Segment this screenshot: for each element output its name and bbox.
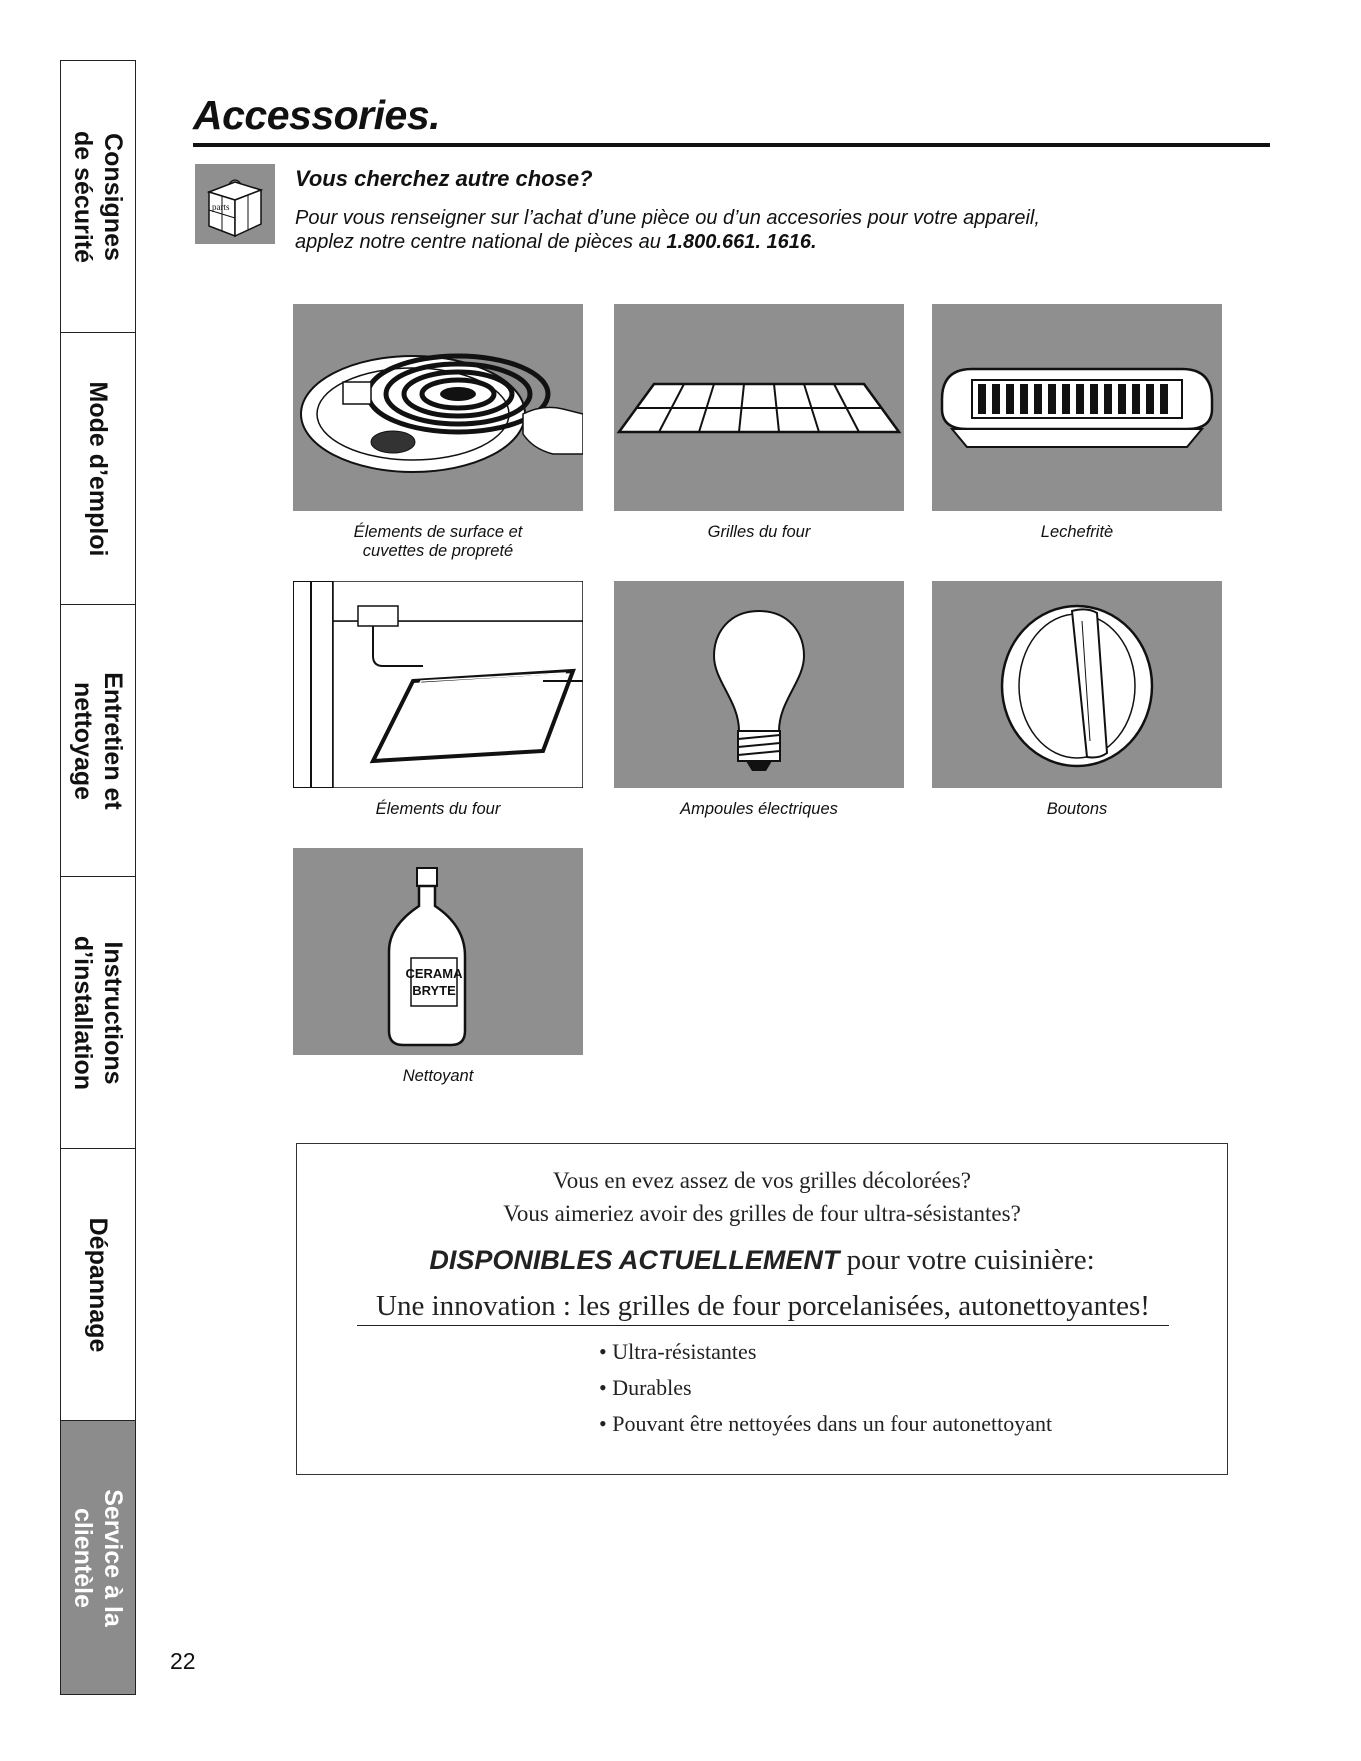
cleaner-bottle-icon — [293, 848, 583, 1055]
list-item: • Pouvant être nettoyées dans un four autonettoyant — [599, 1406, 1052, 1442]
accessory-caption: Élements du four — [375, 800, 501, 818]
promo-box — [296, 1143, 1228, 1475]
intro-body: Pour vous renseigner sur l’achat d’une pièce ou d’un accesories pour votre appareil, applez notre centre national de pièces au — [295, 207, 1040, 253]
accessory-caption: Grilles du four — [707, 523, 811, 541]
accessory-knobs — [932, 581, 1222, 819]
broiler-pan-icon — [932, 304, 1222, 511]
tab-label: Service à la clientèle — [69, 1488, 127, 1627]
page-title: Accessories. — [193, 92, 441, 138]
promo-headline-strong: DISPONIBLES ACTUELLEMENT — [429, 1245, 840, 1275]
accessory-caption: Ampoules électriques — [680, 800, 838, 818]
tab-label: Instructions d’installation — [69, 935, 127, 1090]
tab-service-a-la-clientele[interactable] — [61, 1421, 135, 1694]
list-item: • Ultra-résistantes — [599, 1334, 1052, 1370]
accessory-surface-elements — [293, 304, 583, 561]
promo-headline-rest: pour votre cuisinière: — [839, 1244, 1095, 1276]
accessory-oven-elements — [293, 581, 583, 819]
list-item: • Durables — [599, 1370, 1052, 1406]
accessory-caption: Boutons — [1046, 800, 1108, 818]
tab-label: Entretien et nettoyage — [69, 671, 127, 810]
accessory-caption: Lechefritè — [1040, 523, 1114, 541]
cleaner-label-line1: CERAMA — [405, 966, 463, 981]
page-number: 22 — [170, 1648, 196, 1674]
oven-rack-icon — [614, 304, 904, 511]
parts-box-icon — [195, 164, 275, 244]
parts-phone: 1.800.661. 1616. — [666, 231, 817, 253]
light-bulb-icon — [614, 581, 904, 788]
tab-mode-d-emploi[interactable] — [61, 333, 135, 605]
intro-heading: Vous cherchez autre chose? — [295, 166, 593, 191]
title-rule — [193, 143, 1270, 147]
parts-box-label: parts — [212, 202, 230, 212]
accessory-caption: Élements de surface et cuvettes de propreté — [353, 523, 523, 560]
accessory-broiler-pan — [932, 304, 1222, 542]
surface-element-icon — [293, 304, 583, 511]
tab-consignes-de-securite[interactable] — [61, 61, 135, 333]
intro-text — [295, 206, 1055, 254]
tab-label: Mode d’emploi — [84, 381, 112, 556]
oven-element-icon — [293, 581, 583, 788]
cleaner-label-line2: BRYTE — [412, 983, 456, 998]
accessory-oven-racks — [614, 304, 904, 542]
promo-line-2: Vous aimeriez avoir des grilles de four ultra-sésistantes? — [503, 1201, 1021, 1226]
tab-instructions-d-installation[interactable] — [61, 877, 135, 1149]
promo-headline — [297, 1244, 1227, 1277]
accessory-cleaner — [293, 848, 583, 1086]
accessory-caption: Nettoyant — [402, 1067, 474, 1085]
tab-entretien-et-nettoyage[interactable] — [61, 605, 135, 877]
promo-bullets — [599, 1334, 1052, 1442]
promo-subhead: Une innovation : les grilles de four porcelanisées, autonettoyantes! — [357, 1290, 1169, 1326]
tab-depannage[interactable] — [61, 1149, 135, 1421]
side-tabs — [60, 60, 136, 1695]
accessory-light-bulbs — [614, 581, 904, 819]
promo-line-1: Vous en evez assez de vos grilles décolorées? — [553, 1168, 971, 1193]
knob-icon — [932, 581, 1222, 788]
tab-label: Dépannage — [84, 1217, 112, 1352]
tab-label: Consignes de sécurité — [69, 130, 127, 263]
